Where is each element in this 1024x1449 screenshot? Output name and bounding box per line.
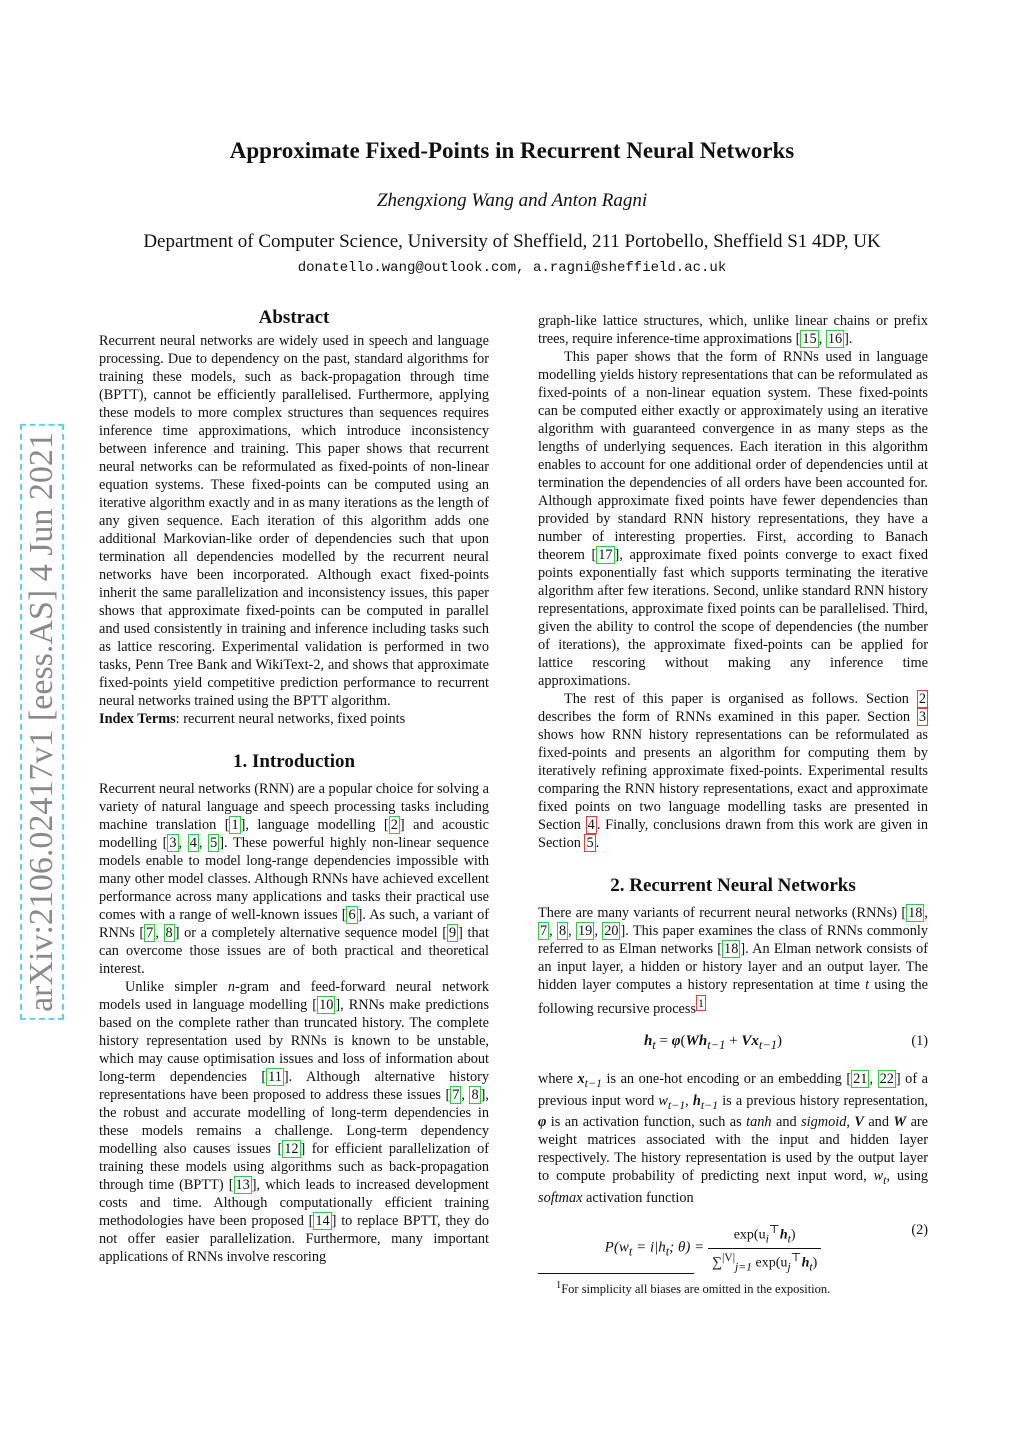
abstract-text: Recurrent neural networks are widely used in speech and language processing. Due to dependency on the past, standard algorithms for training these models, such as back-propagation through time (BPTT), cannot be efficiently parallelised. Furthermore, applying these models to more complex structures than sequences requires inference time approximations, which introduce inconsistency between inference and training. This paper shows that recurrent neural networks can be reformulated as fixed-points of non-linear equation systems. These fixed-points can be computed using an iterative algorithm exactly and in as many iterations as the length of any given sequence. Each iteration of this algorithm adds one additional Markovian-like order of dependencies such that upon termination all dependencies modelled by the recurrent neural networks have been incorporated. Although exact fixed-points inherit the same parallelization and inconsistency issues, this paper shows that approximate fixed-points can be computed in parallel and used consistently in training and inference including tasks such as lattice rescoring. Experimental validation is performed in two tasks, Penn Tree Bank and WikiText-2, and shows that approximate fixed-points yield competitive prediction performance to recurrent neural networks trained using the BPTT algorithm. xyxy=(99,333,489,709)
text-span: Recurrent neural networks (RNN) are a popular choice for solving a variety of natural language and speech processing tasks including machine translation [ xyxy=(99,781,489,833)
citation-link[interactable]: 15 xyxy=(802,331,817,347)
math-sub: t−1 xyxy=(667,1097,686,1112)
citation-link[interactable]: 3 xyxy=(169,835,177,851)
index-terms-label: Index Terms xyxy=(99,711,176,727)
section-link[interactable]: 2 xyxy=(918,691,926,707)
math-op: ( xyxy=(680,1032,686,1049)
citation-link[interactable]: 8 xyxy=(471,1087,479,1103)
text-span: ]. xyxy=(844,331,853,347)
math-V: V xyxy=(741,1032,752,1049)
citation-link[interactable]: 22 xyxy=(879,1070,894,1087)
math-sub: i xyxy=(765,1232,769,1246)
text-span: and xyxy=(863,1114,894,1131)
text-span: ] to replace BPTT, they do not offer easier parallelization. Furthermore, many important applications of RNNs involve rescoring xyxy=(99,1213,489,1265)
equation-2-fraction xyxy=(708,1221,821,1275)
citation-link[interactable]: 13 xyxy=(235,1177,250,1193)
citation-link[interactable]: 21 xyxy=(853,1070,868,1087)
index-terms-text: : recurrent neural networks, fixed points xyxy=(175,711,406,727)
math-sup: ⊤ xyxy=(790,1250,802,1264)
text-span: ], the robust and accurate modelling of long-term dependencies in these models remains a challenge. Long-term dependency modelling also causes issues [ xyxy=(99,1087,489,1157)
math-n: n xyxy=(227,979,235,995)
citation-link[interactable]: 11 xyxy=(268,1069,282,1085)
text-span: . xyxy=(595,835,600,851)
math-h: h xyxy=(801,1255,810,1271)
text-span: ]. Although alternative history representations have been proposed to address these issues [ xyxy=(99,1069,490,1103)
footnote-text: For simplicity all biases are omitted in the exposition. xyxy=(561,1282,831,1297)
math-sub: t−1 xyxy=(700,1097,719,1112)
math-sub: j xyxy=(787,1260,791,1274)
math-w: w xyxy=(658,1092,668,1109)
text-span: ] of a previous input word xyxy=(538,1070,928,1109)
citation-link[interactable]: 8 xyxy=(165,925,173,941)
equation-1-body xyxy=(538,1032,888,1054)
math-h: h xyxy=(692,1092,701,1109)
index-terms xyxy=(99,710,489,728)
text-span: shows how RNN history representations can be reformulated as fixed-points and presents an algorithm for computing them by iteratively refining approximate fixed-points. Experimental results comparing the RNN history representations, exact and approximate fixed points on two language modelling tasks are presented in Section xyxy=(538,727,928,833)
section-link[interactable]: 5 xyxy=(586,835,594,851)
citation-link[interactable]: 18 xyxy=(908,905,923,921)
equation-2 xyxy=(538,1213,928,1274)
text-span: using the following recursive process xyxy=(538,977,928,1017)
math-h: h xyxy=(779,1228,788,1243)
text-span: is an activation function, such as xyxy=(546,1114,747,1131)
math-op: ) xyxy=(790,1228,796,1243)
text-span: The rest of this paper is organised as follows. Section xyxy=(564,691,917,707)
math-text: = i|h xyxy=(632,1239,666,1256)
citation-link[interactable]: 9 xyxy=(448,925,457,941)
text-span: ]. An Elman network consists of an input layer, a hidden or history layer and an output layer. The hidden layer computes a history representation at time xyxy=(538,941,929,993)
citation-link[interactable]: 12 xyxy=(284,1141,299,1157)
intro-paragraph-1: Recurrent neural networks (RNN) are a popular choice for solving a variety of natural language and speech processing tasks including machine translation [ 1 ], language modelling [ 2 ] and acoustic modelling [ 3 , 4 , 5 ]. These powerful highly non-linear sequence models enable to model long-range dependencies impossible with many other model classes. Although RNNs have achieved excellent performance across many applications and tasks their practical use comes with a range of well-known issues [ 6 ]. As such, a variant of RNNs [ 7 , 8 ] or a completely alternative sequence model [ 9 ] that can overcome those issues are of both practical and theoretical interest. xyxy=(99,781,490,977)
arxiv-stamp[interactable]: arXiv:2106.02417v1 [eess.AS] 4 Jun 2021 xyxy=(20,424,64,1020)
intro-paragraph-2-cont: graph-like lattice structures, which, unlike linear chains or prefix trees, require inference-time approximations [ 15 , 16 ]. xyxy=(538,313,928,347)
math-sub: t xyxy=(787,1232,791,1246)
rnn-paragraph-2: where $x_{t-1}$ is an one-hot encoding or an embedding [ 21 , 22 ] of a previous input word $w_{t-1}$, $h_{t-1}$ is a previous history representation, φ is an activation function, such as tanh and sigmoid, V and W are weight matrices associated with the input and hidden layer respectively. The history representation is used by the output layer to compute probability of predicting next input word, $w_t$, using softmax activation function xyxy=(538,1070,929,1207)
text-span: describes the form of RNNs examined in this paper. Section xyxy=(538,709,917,725)
math-V: V xyxy=(854,1114,864,1131)
intro-paragraph-3 xyxy=(538,348,928,690)
text-span: ] and acoustic modelling [ xyxy=(99,817,490,851)
intro-paragraph-2: Unlike simpler n-gram and feed-forward neural network models used in language modelling [ 10 ], RNNs make predictions based on the complete rather than truncated history. The complete history representation used by RNNs is known to be unstable, which may cause optimisation issues and loss of information about long-term dependencies [ 11 ]. Although alternative history representations have been proposed to address these issues [ 7 , 8 ], the robust and accurate modelling of long-term dependencies in these models remains a challenge. Long-term dependency modelling also causes issues [ 12 ] for efficient parallelization of training these models using algorithms such as back-propagation through time (BPTT) [ 13 ], which leads to increased development costs and time. Although computationally efficient training methodologies have been proposed [ 14 ] to replace BPTT, they do not offer easier parallelization. Furthermore, many important applications of RNNs involve rescoring xyxy=(99,979,490,1265)
math-sub: t xyxy=(809,1260,813,1274)
math-sub: t xyxy=(628,1244,633,1259)
math-text: ; θ) = xyxy=(669,1239,708,1256)
citation-link[interactable]: 16 xyxy=(827,331,843,347)
text-span: ], RNNs make predictions based on the complete rather than truncated history. The complete history representation used by RNNs is known to be unstable, which may cause optimisation issues and loss of information about long-term dependencies [ xyxy=(99,997,490,1085)
math-sub: t−1 xyxy=(584,1075,602,1090)
math-phi: φ xyxy=(538,1114,547,1131)
citation-link[interactable]: 5 xyxy=(210,835,218,851)
math-sub: j=1 xyxy=(735,1260,752,1274)
abstract-heading: Abstract xyxy=(258,307,330,328)
text-span: , xyxy=(685,1092,693,1109)
citation-link[interactable]: 10 xyxy=(319,997,334,1013)
citation-link[interactable]: 19 xyxy=(578,923,593,939)
right-column xyxy=(538,312,928,1298)
math-t: t xyxy=(865,977,870,993)
math-text: P(w xyxy=(604,1239,629,1256)
text-span: This paper shows that the form of RNNs used in language modelling yields history representations that can be reformulated as fixed-points of a non-linear equation system. These fixed-points can be computed either exactly or approximately using an iterative algorithm with guaranteed convergence in as many steps as the lengths of underlying sequences. Each iteration in this algorithm enables to account for one additional order of dependencies until at termination the dependencies of all orders have been accounted for. Although approximate fixed points have fewer dependencies than provided by standard RNN history representations, they have a number of interesting properties. First, according to Banach theorem [ xyxy=(538,349,928,563)
text-span: ], which leads to increased development costs and time. Although computationally efficient training methodologies have been proposed [ xyxy=(99,1177,489,1229)
text-span: . Finally, conclusions drawn from this work are given in Section xyxy=(538,817,928,851)
math-sub: t−1 xyxy=(707,1037,726,1052)
section-link[interactable]: 3 xyxy=(918,709,926,725)
equation-1-number: (1) xyxy=(911,1032,928,1049)
text-span: ], language modelling [ xyxy=(240,817,389,833)
text-span: graph-like lattice structures, which, unlike linear chains or prefix trees, require inference-time approximations [ xyxy=(538,313,928,347)
math-sub: t−1 xyxy=(758,1037,778,1052)
text-span: where xyxy=(538,1070,578,1087)
text-span: and xyxy=(771,1114,802,1131)
math-op: = xyxy=(655,1032,672,1049)
math-sum: ∑ xyxy=(711,1255,722,1271)
left-column xyxy=(99,306,489,1266)
math-W: W xyxy=(685,1032,699,1049)
math-x: x xyxy=(577,1070,585,1087)
citation-link[interactable]: 8 xyxy=(559,923,567,939)
citation-link[interactable]: 6 xyxy=(348,907,356,923)
citation-link[interactable]: 7 xyxy=(146,925,154,941)
math-x: x xyxy=(751,1032,759,1049)
footnote-mark: 1 xyxy=(556,1280,562,1292)
citation-link[interactable]: 2 xyxy=(390,817,398,833)
section-link[interactable]: 4 xyxy=(587,817,595,833)
citation-link[interactable]: 18 xyxy=(724,941,739,957)
citation-link[interactable]: 7 xyxy=(540,923,548,939)
math-sub: t xyxy=(665,1244,670,1259)
math-phi: φ xyxy=(671,1032,681,1049)
affiliation: Department of Computer Science, University of Sheffield, 211 Portobello, Sheffield S1 4DP, UK xyxy=(143,231,881,252)
math-sup: |V| xyxy=(721,1250,736,1264)
text-sigmoid: sigmoid xyxy=(801,1114,847,1131)
section-1-heading: 1. Introduction xyxy=(232,751,356,772)
rnn-paragraph-1: There are many variants of recurrent neural networks (RNNs) [ 18 , 7 , 8 , 19 , 20 ]. This paper examines the class of RNNs commonly referred to as Elman networks [ 18 ]. An Elman network consists of an input layer, a hidden or history layer and an output layer. The hidden layer computes a history representation at time t using the following recursive process $^1$ xyxy=(538,905,929,1017)
text-span: , using xyxy=(886,1168,929,1185)
math-h: h xyxy=(643,1032,653,1049)
citation-link[interactable]: 7 xyxy=(452,1087,460,1103)
authors: Zhengxiong Wang and Anton Ragni xyxy=(376,190,648,211)
footnote xyxy=(538,1278,928,1297)
citation-link[interactable]: 17 xyxy=(598,547,613,563)
text-tanh: tanh xyxy=(746,1114,772,1131)
fraction-numerator xyxy=(708,1221,821,1248)
text-span: is an one-hot encoding or an embedding [ xyxy=(601,1070,852,1087)
text-span: Unlike simpler xyxy=(125,979,228,995)
author-emails: donatello.wang@outlook.com, a.ragni@sheffield.ac.uk xyxy=(297,260,727,276)
equation-1 xyxy=(538,1024,928,1064)
math-op: ) xyxy=(777,1032,783,1049)
text-span: ]. As such, a variant of RNNs [ xyxy=(99,907,489,941)
math-op: ) xyxy=(812,1255,818,1271)
math-text: exp(u xyxy=(733,1228,766,1243)
text-span: is a previous history representation, xyxy=(718,1092,929,1109)
math-text: exp(u xyxy=(751,1255,788,1271)
text-span: are weight matrices associated with the input and hidden layer respectively. The history representation is used by the output layer to compute probability of predicting next input word, xyxy=(538,1114,929,1185)
paper-title: Approximate Fixed-Points in Recurrent Neural Networks xyxy=(229,138,795,163)
citation-link[interactable]: 4 xyxy=(189,835,197,851)
text-span: There are many variants of recurrent neural networks (RNNs) [ xyxy=(538,905,907,921)
section-2-heading: 2. Recurrent Neural Networks xyxy=(610,875,856,896)
text-span: ]. These powerful highly non-linear sequence models enable to model long-range dependencies impossible with many other model classes. Although RNNs have achieved excellent performance across many applications and tasks their practical use comes with a range of well-known issues [ xyxy=(99,835,489,923)
intro-paragraph-4 xyxy=(538,690,928,852)
equation-2-number: (2) xyxy=(911,1222,928,1239)
math-W: W xyxy=(893,1114,907,1131)
text-span: ], approximate fixed points converge to exact fixed points exponentially fast which supports terminating the iterative algorithm after few iterations. Second, unlike standard RNN history representations, approximate fixed points can be parallelised. Third, given the ability to control the scope of dependencies (the number of iterations), the approximate fixed-points can be applied for lattice rescoring without making any inference time approximations. xyxy=(538,547,928,689)
fraction-denominator xyxy=(708,1249,821,1275)
math-op: + xyxy=(725,1032,742,1049)
math-sub: t xyxy=(883,1173,887,1188)
equation-2-body xyxy=(538,1221,888,1275)
text-span: ] that can overcome those issues are of both practical and theoretical interest. xyxy=(99,925,489,977)
text-span: , xyxy=(846,1114,855,1131)
footnote-link[interactable]: 1 xyxy=(698,996,704,1010)
text-span: activation function xyxy=(582,1190,694,1207)
math-sup: ⊤ xyxy=(768,1223,780,1237)
math-w: w xyxy=(873,1168,884,1185)
citation-link[interactable]: 20 xyxy=(604,923,619,939)
math-h: h xyxy=(698,1032,708,1049)
text-softmax: softmax xyxy=(538,1190,583,1207)
text-span: ]. This paper examines the class of RNNs commonly referred to as Elman networks [ xyxy=(538,923,928,957)
math-sub: t xyxy=(652,1037,656,1052)
text-span: ] or a completely alternative sequence model [ xyxy=(174,925,447,941)
text-span: -gram and feed-forward neural network models used in language modelling [ xyxy=(99,979,489,1013)
text-span: ] for efficient parallelization of training these models using algorithms such as back-propagation through time (BPTT) [ xyxy=(99,1141,489,1193)
citation-link[interactable]: 1 xyxy=(231,817,239,833)
citation-link[interactable]: 14 xyxy=(315,1213,330,1229)
